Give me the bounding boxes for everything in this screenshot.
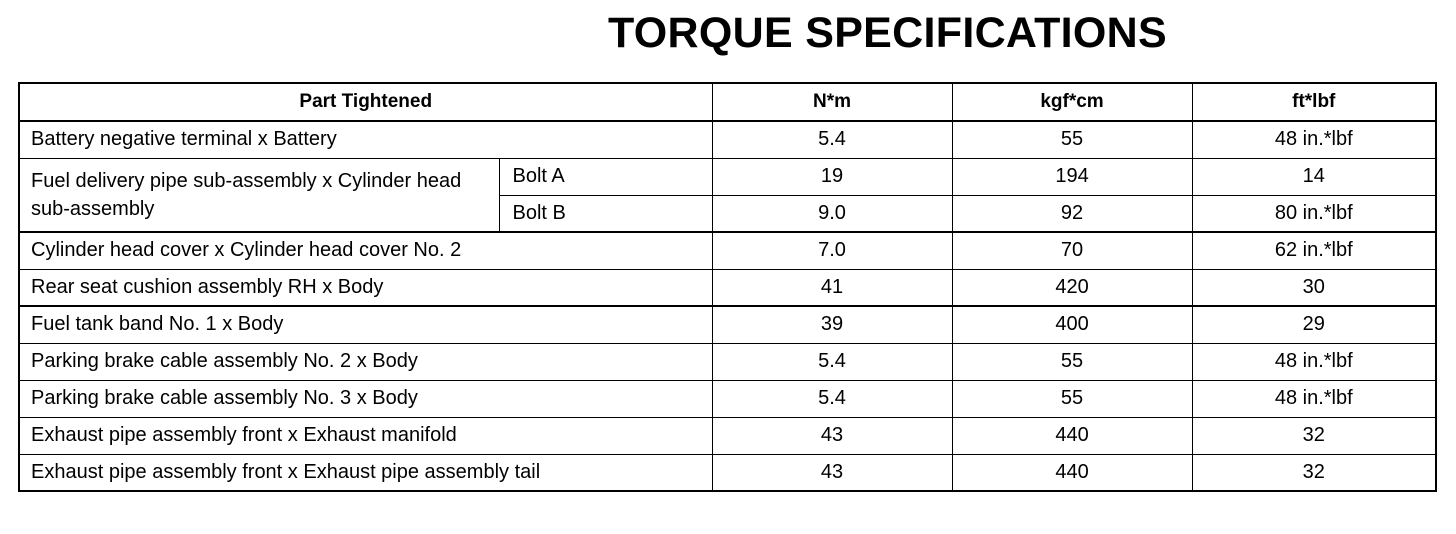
table-row	[19, 232, 1436, 269]
ftlbf-cell: 62 in.*lbf	[1192, 232, 1436, 269]
header-ftlbf: ft*lbf	[1192, 83, 1436, 121]
kgfcm-cell: 400	[952, 306, 1192, 343]
part-cell: Fuel delivery pipe sub-assembly x Cylinder head sub-assembly	[19, 158, 499, 232]
nm-cell: 43	[712, 454, 952, 491]
kgfcm-cell: 440	[952, 417, 1192, 454]
ftlbf-cell: 32	[1192, 454, 1436, 491]
ftlbf-cell: 48 in.*lbf	[1192, 121, 1436, 158]
part-cell: Parking brake cable assembly No. 3 x Body	[19, 380, 712, 417]
table-row	[19, 454, 1436, 491]
kgfcm-cell: 440	[952, 454, 1192, 491]
table-row	[19, 417, 1436, 454]
table-row	[19, 306, 1436, 343]
torque-spec-table	[18, 82, 1437, 492]
kgfcm-cell: 70	[952, 232, 1192, 269]
table-header-row	[19, 83, 1436, 121]
ftlbf-cell: 30	[1192, 269, 1436, 306]
part-cell: Fuel tank band No. 1 x Body	[19, 306, 712, 343]
nm-cell: 39	[712, 306, 952, 343]
header-part-tightened: Part Tightened	[19, 83, 712, 121]
part-cell: Rear seat cushion assembly RH x Body	[19, 269, 712, 306]
part-cell: Battery negative terminal x Battery	[19, 121, 712, 158]
header-kgfcm: kgf*cm	[952, 83, 1192, 121]
nm-cell: 43	[712, 417, 952, 454]
kgfcm-cell: 92	[952, 195, 1192, 232]
kgfcm-cell: 55	[952, 380, 1192, 417]
part-cell: Cylinder head cover x Cylinder head cover No. 2	[19, 232, 712, 269]
header-nm: N*m	[712, 83, 952, 121]
nm-cell: 5.4	[712, 121, 952, 158]
ftlbf-cell: 29	[1192, 306, 1436, 343]
kgfcm-cell: 55	[952, 343, 1192, 380]
ftlbf-cell: 48 in.*lbf	[1192, 343, 1436, 380]
ftlbf-cell: 32	[1192, 417, 1436, 454]
page-title	[0, 8, 1456, 58]
nm-cell: 5.4	[712, 343, 952, 380]
part-cell: Parking brake cable assembly No. 2 x Body	[19, 343, 712, 380]
table-row	[19, 158, 1436, 195]
bolt-cell: Bolt B	[499, 195, 712, 232]
table-row	[19, 380, 1436, 417]
table-row	[19, 121, 1436, 158]
kgfcm-cell: 420	[952, 269, 1192, 306]
nm-cell: 19	[712, 158, 952, 195]
ftlbf-cell: 14	[1192, 158, 1436, 195]
bolt-cell: Bolt A	[499, 158, 712, 195]
nm-cell: 5.4	[712, 380, 952, 417]
table-row	[19, 343, 1436, 380]
nm-cell: 7.0	[712, 232, 952, 269]
ftlbf-cell: 48 in.*lbf	[1192, 380, 1436, 417]
kgfcm-cell: 194	[952, 158, 1192, 195]
table-row	[19, 269, 1436, 306]
page-title-text: TORQUE SPECIFICATIONS	[608, 9, 1167, 57]
nm-cell: 9.0	[712, 195, 952, 232]
part-cell: Exhaust pipe assembly front x Exhaust manifold	[19, 417, 712, 454]
part-cell: Exhaust pipe assembly front x Exhaust pipe assembly tail	[19, 454, 712, 491]
ftlbf-cell: 80 in.*lbf	[1192, 195, 1436, 232]
kgfcm-cell: 55	[952, 121, 1192, 158]
nm-cell: 41	[712, 269, 952, 306]
